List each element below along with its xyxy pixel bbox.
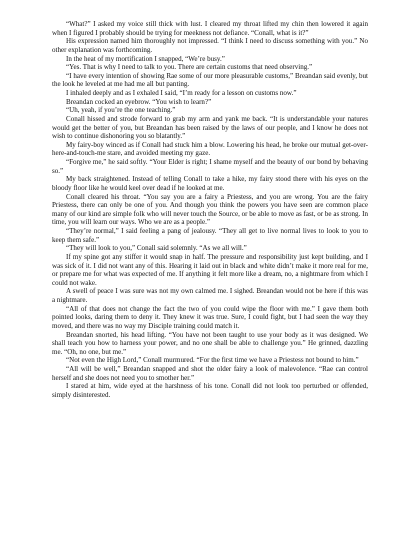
paragraph: My fairy-boy winced as if Conall had stuck him a blow. Lowering his head, he broke our mutual get-over-here-and-touch-me stare, and avoided meeting my gaze.: [52, 140, 368, 158]
paragraph: “Not even the High Lord,” Conall murmured. “For the first time we have a Priestess not bound to him.”: [66, 356, 359, 365]
paragraph: Breandan cocked an eyebrow. “You wish to learn?”: [66, 97, 212, 106]
paragraph: “I have every intention of showing Rae some of our more pleasurable customs,” Breandan said evenly, but the look he leveled at me had me all but panting.: [52, 71, 368, 89]
paragraph: “They will look to you,” Conall said solemnly. “As we all will.”: [66, 244, 247, 253]
paragraph: Breandan snorted, his head lifting. “You have not been taught to use your body as it was designed. We shall teach you how to harness your power, and no one shall be able to challenge you.” He grinned, dazzling me. “Oh, no one, but me.”: [52, 330, 368, 356]
paragraph: “All of that does not change the fact the two of you could wipe the floor with me.” I gave them both pointed looks, daring them to deny it. They knew it was true. Sure, I could fight, but I had seen the way they moved, and there was no way my Disciple training could match it.: [52, 304, 368, 330]
paragraph: “Forgive me,” he said softly. “Your Elder is right; I shame myself and the beauty of our bond by behaving so.”: [52, 158, 368, 175]
paragraph: “Uh, yeah, if you’re the one teaching.”: [66, 106, 176, 115]
paragraph: “All will be well,” Breandan snapped and shot the older fairy a look of malevolence. “Rae can control herself and she does not need you to smother her.”: [52, 365, 368, 382]
paragraph: His expression named him thoroughly not impressed. “I think I need to discuss something with you.” No other explanation was forthcoming.: [52, 37, 368, 54]
paragraph: In the heat of my mortification I snapped, “We’re busy.”: [66, 54, 225, 63]
paragraph: “What?” I asked my voice still thick with lust. I cleared my throat lifted my chin then lowered it again when I figured I probably should be trying for meekness not defiance. “Conall, what is it?”: [52, 20, 368, 37]
paragraph: “They’re normal,” I said feeling a pang of jealousy. “They all get to live normal lives to look to you to keep them safe.”: [52, 227, 368, 244]
paragraph: Conall cleared his throat. “You say you are a fairy a Priestess, and you are wrong. You are the fairy Priestess, there can only be one of you. And though you think the powers you have seen are common place many of our kind are simple folk who will never touch the Source, or be able to move as fast, or be as strong. In time, you will learn our ways. Who we are as a people.”: [52, 192, 368, 227]
paragraph: I inhaled deeply and as I exhaled I said, “I’m ready for a lesson on customs now.”: [66, 89, 297, 97]
paragraph: Conall hissed and strode forward to grab my arm and yank me back. “It is understandable your natures would get the better of you, but Breandan has been raised by the laws of our people, and I know he does not wish to continue dishonoring you so blatantly.”: [52, 114, 368, 141]
paragraph: I stared at him, wide eyed at the harshness of his tone. Conall did not look too perturbed or offended, simply disinterested.: [52, 382, 368, 399]
paragraph: A swell of peace I was sure was not my own calmed me. I sighed. Breandan would not be here if this was a nightmare.: [52, 287, 368, 304]
paragraph: My back straightened. Instead of telling Conall to take a hike, my fairy stood there with his eyes on the bloody floor like he would keel over dead if he looked at me.: [52, 175, 368, 192]
paragraph: If my spine got any stiffer it would snap in half. The pressure and responsibility just kept building, and I was sick of it. I did not want any of this. Hearing it laid out in black and white didn’t make it more real for me, or prepare me for what was expected of me. If anything it felt more like a dream, no, a nightmare from which I could not wake.: [52, 252, 368, 287]
paragraph: “Yes. That is why I need to talk to you. There are certain customs that need observing.”: [66, 63, 313, 72]
